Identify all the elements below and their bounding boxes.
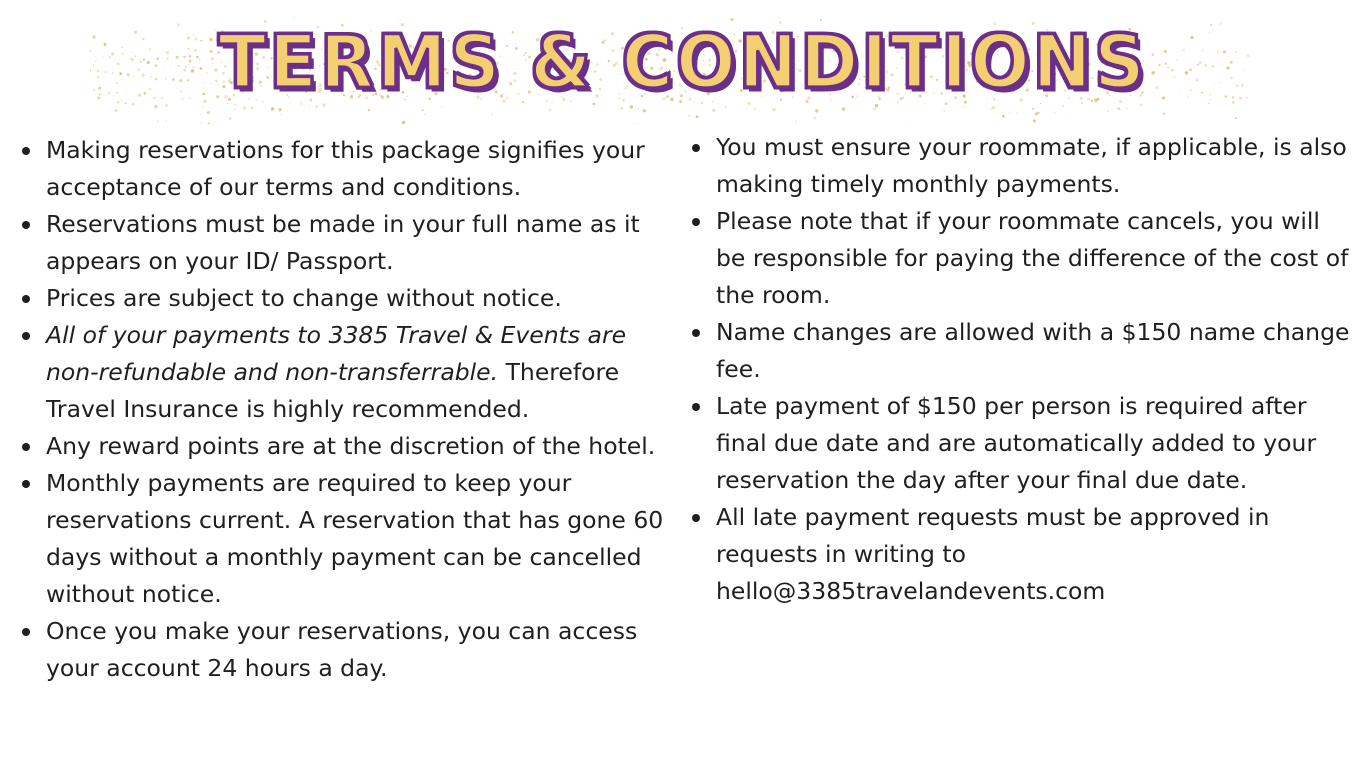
list-item: [20, 280, 680, 317]
glitter-speck: [813, 116, 816, 119]
list-item: [20, 613, 680, 687]
list-item-text: Once you make your reservations, you can access your account 24 hours a day.: [46, 617, 638, 682]
glitter-speck: [208, 122, 210, 124]
list-item-italic-text: All of your payments to 3385 Travel & Events are non-refundable and non-transferrable.: [46, 321, 627, 386]
list-item: [20, 428, 680, 465]
glitter-speck: [157, 121, 159, 123]
list-item: [20, 465, 680, 613]
list-item-text: Late payment of $150 per person is required after final due date and are automatically added to your reservation the day after your final due date.: [716, 392, 1317, 494]
list-item-text: Monthly payments are required to keep your reservations current. A reservation that has gone 60 days without a monthly payment can be cancelled without notice.: [46, 469, 664, 608]
terms-list-right: [690, 129, 1350, 610]
list-item-text: You must ensure your roommate, if applicable, is also making timely monthly payments.: [716, 133, 1347, 198]
list-item-text: Making reservations for this package signifies your acceptance of our terms and conditions.: [46, 136, 645, 201]
list-item-text: Name changes are allowed with a $150 name change fee.: [716, 318, 1350, 383]
glitter-speck: [200, 122, 202, 124]
glitter-speck: [696, 115, 699, 118]
glitter-speck: [635, 123, 636, 124]
glitter-speck: [1002, 115, 1005, 118]
list-item: [690, 499, 1350, 610]
glitter-speck: [1163, 113, 1165, 115]
list-item-text: Prices are subject to change without notice.: [46, 284, 562, 312]
list-item: [20, 206, 680, 280]
glitter-speck: [1069, 118, 1070, 119]
page-title: TERMS & CONDITIONS: [218, 18, 1148, 106]
glitter-speck: [229, 117, 231, 119]
glitter-speck: [1235, 117, 1237, 119]
glitter-speck: [909, 124, 910, 125]
glitter-speck: [795, 121, 796, 122]
glitter-speck: [200, 113, 201, 114]
list-item-text: Please note that if your roommate cancels, you will be responsible for paying the difference of the cost of the room.: [716, 207, 1349, 309]
glitter-speck: [685, 125, 686, 126]
list-item-text: Reservations must be made in your full name as it appears on your ID/ Passport.: [46, 210, 640, 275]
list-item: [690, 203, 1350, 314]
list-item-text: All late payment requests must be approved in requests in writing to hello@3385travelandevents.com: [716, 503, 1270, 605]
glitter-speck: [165, 120, 166, 121]
list-item-text: Any reward points are at the discretion of the hotel.: [46, 432, 656, 460]
glitter-speck: [1033, 119, 1036, 122]
list-item: [20, 132, 680, 206]
glitter-speck: [402, 121, 405, 124]
list-item: [20, 317, 680, 428]
list-item: [690, 314, 1350, 388]
list-item: [690, 129, 1350, 203]
glitter-speck: [688, 115, 690, 117]
list-item-text: Therefore Travel Insurance is highly recommended.: [46, 358, 620, 423]
terms-list-left: [20, 132, 680, 687]
list-item: [690, 388, 1350, 499]
